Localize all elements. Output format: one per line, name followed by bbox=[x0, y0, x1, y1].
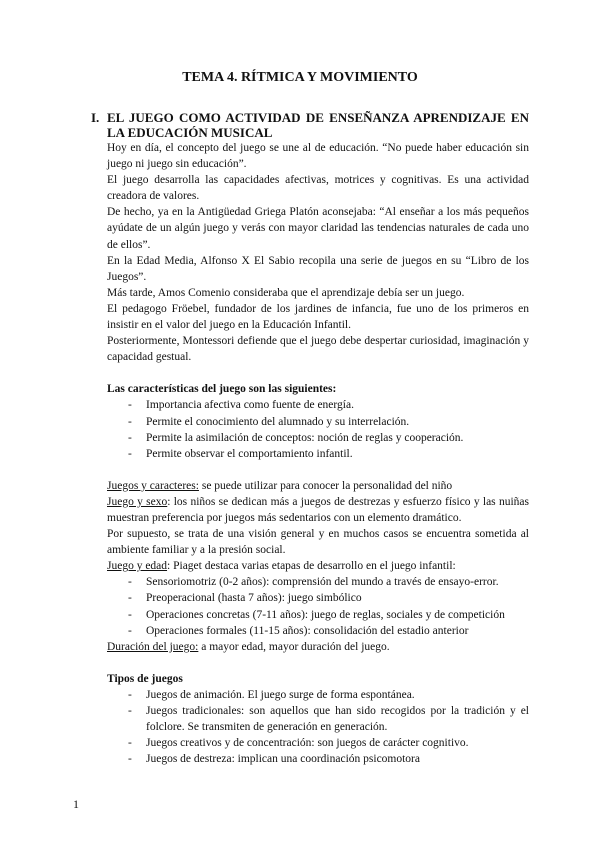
duracion-paragraph bbox=[107, 639, 529, 655]
game-types-list bbox=[107, 687, 529, 767]
document-title: TEMA 4. RÍTMICA Y MOVIMIENTO bbox=[182, 70, 418, 85]
characteristics-heading: Las características del juego son las siguientes: bbox=[107, 383, 337, 396]
juego-sexo-paragraph bbox=[107, 494, 529, 526]
paragraph: De hecho, ya en la Antigüedad Griega Platón aconsejaba: “Al enseñar a los más pequeños ayúdate de un algún juego y verás con mayor claridad las tendencias naturales de cada uno de ellos”. bbox=[107, 206, 529, 251]
list-item: - Permite la asimilación de conceptos: noción de reglas y cooperación. bbox=[128, 430, 529, 446]
characteristics-list bbox=[107, 397, 529, 461]
paragraph: Hoy en día, el concepto del juego se une al de educación. “No puede haber educación sin juego ni juego sin educación”. bbox=[107, 142, 529, 171]
paragraph: Posteriormente, Montessori defiende que el juego debe despertar curiosidad, imaginación y capacidad gestual. bbox=[107, 335, 529, 364]
game-types-heading: Tipos de juegos bbox=[107, 672, 183, 685]
list-item: - Importancia afectiva como fuente de energía. bbox=[128, 397, 529, 413]
paragraph: Por supuesto, se trata de una visión general y en muchos casos se encuentra sometida al ambiente familiar y a la presión social. bbox=[107, 528, 529, 557]
juego-sexo-text: : los niños se dedican más a juegos de destrezas y esfuerzo físico y las nuiñas muestran preferencia por juegos más sedentarios con un elemento dramático. bbox=[107, 495, 529, 524]
juego-edad-text: : Piaget destaca varias etapas de desarrollo en el juego infantil: bbox=[167, 560, 456, 573]
list-item: - Permite el conocimiento del alumnado y su interrelación. bbox=[128, 414, 529, 430]
spacer bbox=[107, 365, 529, 381]
paragraph: El pedagogo Fröebel, fundador de los jardines de infancia, fue uno de los primeros en insistir en el valor del juego en la Educación Infantil. bbox=[107, 302, 529, 332]
duracion-label: Duración del juego: bbox=[107, 640, 199, 653]
list-item: - Operaciones concretas (7-11 años): juego de reglas, sociales y de competición bbox=[128, 607, 529, 623]
list-item: - Juegos de destreza: implican una coordinación psicomotora bbox=[128, 751, 529, 767]
document-body bbox=[107, 140, 529, 767]
duracion-text: a mayor edad, mayor duración del juego. bbox=[198, 640, 390, 653]
list-item: - Juegos de animación. El juego surge de forma espontánea. bbox=[128, 687, 529, 703]
list-item: - Permite observar el comportamiento infantil. bbox=[128, 446, 529, 462]
paragraph: El juego desarrolla las capacidades afectivas, motrices y cognitivas. Es una actividad creadora de valores. bbox=[107, 174, 529, 203]
list-item: - Juegos tradicionales: son aquellos que han sido recogidos por la tradición y el folclore. Se transmiten de generación en generación. bbox=[128, 703, 529, 735]
juegos-caracteres-label: Juegos y caracteres: bbox=[107, 479, 199, 492]
section-number: I. bbox=[91, 110, 100, 125]
spacer bbox=[107, 655, 529, 671]
list-item: - Preoperacional (hasta 7 años): juego simbólico bbox=[128, 590, 529, 606]
juego-edad-paragraph bbox=[107, 558, 529, 574]
spacer bbox=[107, 462, 529, 478]
section-title: EL JUEGO COMO ACTIVIDAD DE ENSEÑANZA APRENDIZAJE EN LA EDUCACIÓN MUSICAL bbox=[107, 110, 529, 140]
page-number: 1 bbox=[73, 797, 79, 811]
juegos-caracteres-paragraph bbox=[107, 478, 529, 494]
juegos-caracteres-text: se puede utilizar para conocer la personalidad del niño bbox=[198, 479, 453, 492]
paragraph: En la Edad Media, Alfonso X El Sabio recopila una serie de juegos en su “Libro de los Juegos”. bbox=[107, 254, 529, 283]
list-item: - Sensoriomotriz (0-2 años): comprensión del mundo a través de ensayo-error. bbox=[128, 574, 529, 590]
juego-edad-label: Juego y edad bbox=[107, 560, 168, 573]
paragraph: Más tarde, Amos Comenio consideraba que el aprendizaje debía ser un juego. bbox=[107, 286, 465, 299]
list-item: - Juegos creativos y de concentración: son juegos de carácter cognitivo. bbox=[128, 735, 529, 751]
list-item: - Operaciones formales (11-15 años): consolidación del estadio anterior bbox=[128, 623, 529, 639]
juego-sexo-label: Juego y sexo bbox=[107, 495, 168, 508]
piaget-stages-list bbox=[107, 574, 529, 638]
